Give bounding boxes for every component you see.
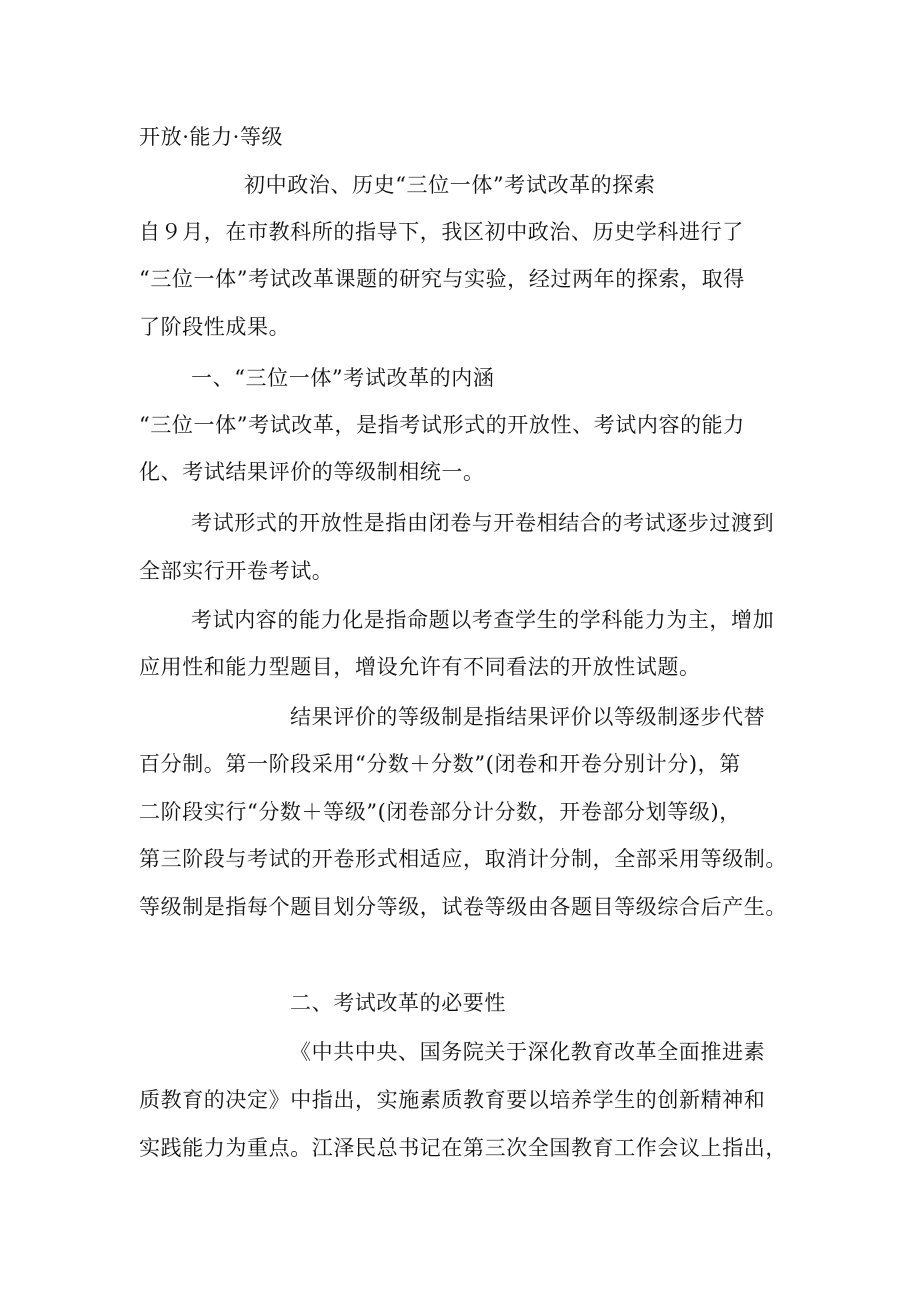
section1-heading: 一、“三位一体”考试改革的内涵: [191, 366, 495, 390]
result-line-5: 等级制是指每个题目划分等级，试卷等级由各题目等级综合后产生。: [139, 895, 787, 919]
intro-line-3: 了阶段性成果。: [139, 315, 291, 339]
document-header: 开放·能力·等级: [139, 125, 284, 149]
intro-line-2: “三位一体”考试改革课题的研究与实验，经过两年的探索，取得: [139, 267, 745, 291]
section2-line-3: 实践能力为重点。江泽民总书记在第三次全国教育工作会议上指出，: [139, 1136, 787, 1160]
content-line-1: 考试内容的能力化是指命题以考查学生的学科能力为主，增加: [191, 608, 775, 632]
section1-line-1: “三位一体”考试改革，是指考试形式的开放性、考试内容的能力: [139, 413, 745, 437]
result-line-1: 结果评价的等级制是指结果评价以等级制逐步代替: [290, 705, 766, 729]
section2-line-1: 《中共中央、国务院关于深化教育改革全面推进素: [290, 1040, 766, 1064]
section2-line-2: 质教育的决定》中指出，实施素质教育要以培养学生的创新精神和: [139, 1088, 766, 1112]
form-line-1: 考试形式的开放性是指由闭卷与开卷相结合的考试逐步过渡到: [191, 511, 775, 535]
form-line-2: 全部实行开卷考试。: [139, 559, 334, 583]
section2-heading: 二、考试改革的必要性: [290, 991, 506, 1015]
result-line-2: 百分制。第一阶段采用“分数＋分数”(闭卷和开卷分别计分)，第: [139, 752, 741, 776]
content-line-2: 应用性和能力型题目，增设允许有不同看法的开放性试题。: [139, 655, 701, 679]
result-line-3: 二阶段实行“分数＋等级”(闭卷部分计分数，开卷部分划等级)，: [139, 800, 741, 824]
section1-line-2: 化、考试结果评价的等级制相统一。: [139, 460, 485, 484]
intro-line-1: 自９月，在市教科所的指导下，我区初中政治、历史学科进行了: [139, 220, 744, 244]
document-title: 初中政治、历史“三位一体”考试改革的探索: [244, 173, 656, 197]
result-line-4: 第三阶段与考试的开卷形式相适应，取消计分制，全部采用等级制。: [139, 847, 787, 871]
